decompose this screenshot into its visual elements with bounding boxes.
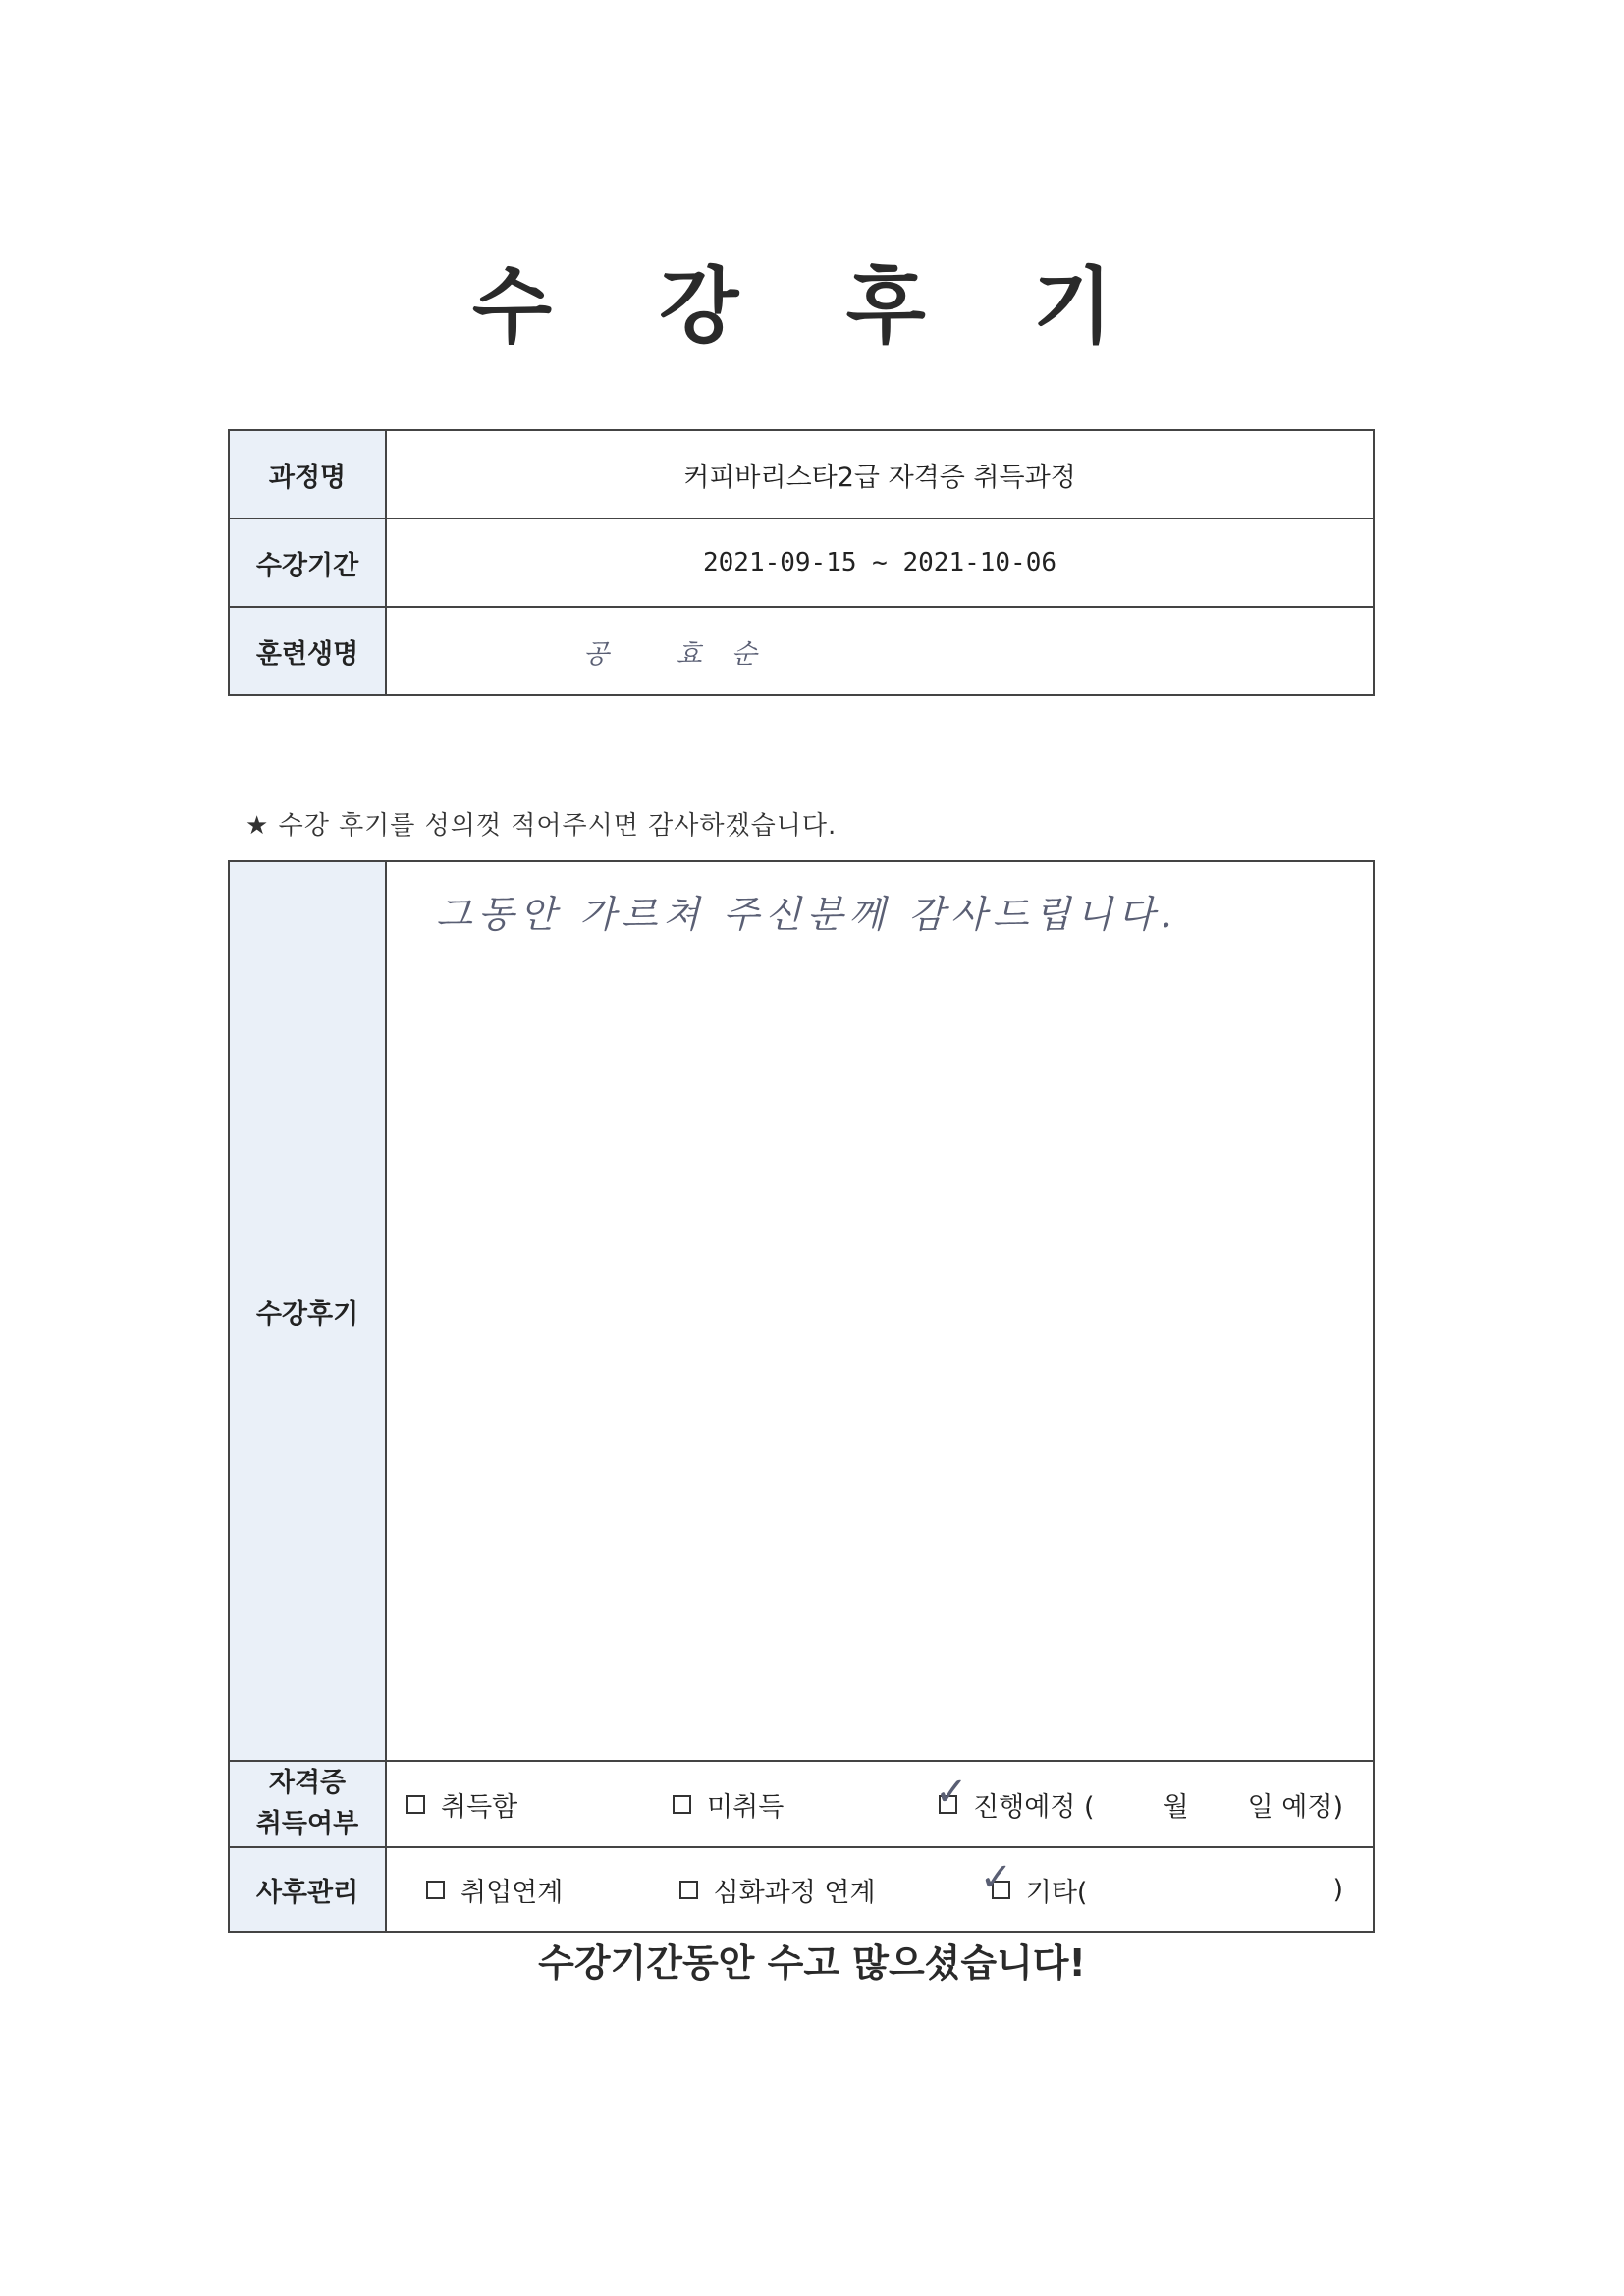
- checkbox-icon[interactable]: [679, 1881, 698, 1899]
- aftercare-option-other[interactable]: [979, 1854, 1343, 1909]
- course-label: 과정명: [229, 430, 386, 519]
- trainee-label: 훈련생명: [229, 607, 386, 695]
- review-body[interactable]: [386, 861, 1374, 1761]
- option-label: 미취득: [707, 1791, 785, 1823]
- course-row: [229, 430, 1374, 519]
- day-label: 일 예정): [1247, 1791, 1343, 1823]
- option-label: 진행예정 (: [973, 1791, 1095, 1823]
- period-label: 수강기간: [229, 519, 386, 607]
- aftercare-option-employment[interactable]: [426, 1871, 563, 1909]
- certification-option-acquired[interactable]: [406, 1785, 517, 1824]
- checkbox-icon[interactable]: [406, 1795, 425, 1814]
- certification-row: [229, 1761, 1374, 1847]
- instruction-note: ★ 수강 후기를 성의껏 적어주시면 감사하겠습니다.: [245, 811, 838, 841]
- aftercare-options: [386, 1847, 1374, 1932]
- month-label: 월: [1163, 1791, 1189, 1823]
- trainee-signature: 공 효순: [386, 607, 1374, 695]
- trainee-row: [229, 607, 1374, 695]
- checkbox-icon[interactable]: [935, 1769, 968, 1815]
- checkbox-icon[interactable]: [979, 1854, 1013, 1900]
- document-title: 수 강 후 기: [471, 258, 1153, 355]
- aftercare-option-advanced-course[interactable]: [679, 1871, 876, 1909]
- option-label: 심화과정 연계: [713, 1877, 876, 1908]
- checkmark-icon: ✓: [979, 1854, 1013, 1900]
- review-row: [229, 861, 1374, 1761]
- option-label: 기타(: [1025, 1877, 1088, 1908]
- certification-label: [229, 1761, 386, 1847]
- review-table: [228, 860, 1375, 1933]
- review-handwritten-text: 그동안 가르쳐 주신분께 감사드립니다.: [436, 893, 1178, 936]
- aftercare-row: [229, 1847, 1374, 1932]
- review-label: 수강후기: [229, 861, 386, 1761]
- option-label: 취업연계: [460, 1877, 564, 1908]
- close-paren: ): [1332, 1874, 1343, 1905]
- aftercare-label: 사후관리: [229, 1847, 386, 1932]
- certification-option-in-progress[interactable]: [935, 1769, 1343, 1824]
- option-label: 취득함: [441, 1791, 518, 1823]
- certification-option-not-acquired[interactable]: [673, 1785, 784, 1824]
- checkbox-icon[interactable]: [426, 1881, 445, 1899]
- closing-message: 수강기간동안 수고 많으셨습니다!: [538, 1941, 1086, 1985]
- period-value: 2021-09-15 ~ 2021-10-06: [386, 519, 1374, 607]
- course-value: 커피바리스타2급 자격증 취득과정: [386, 430, 1374, 519]
- checkbox-icon[interactable]: [673, 1795, 691, 1814]
- checkmark-icon: ✓: [935, 1769, 968, 1815]
- certification-label-line2: 취득여부: [255, 1809, 359, 1839]
- certification-options: [386, 1761, 1374, 1847]
- course-info-table: [228, 429, 1375, 696]
- period-row: [229, 519, 1374, 607]
- certification-label-line1: 자격증: [268, 1768, 347, 1798]
